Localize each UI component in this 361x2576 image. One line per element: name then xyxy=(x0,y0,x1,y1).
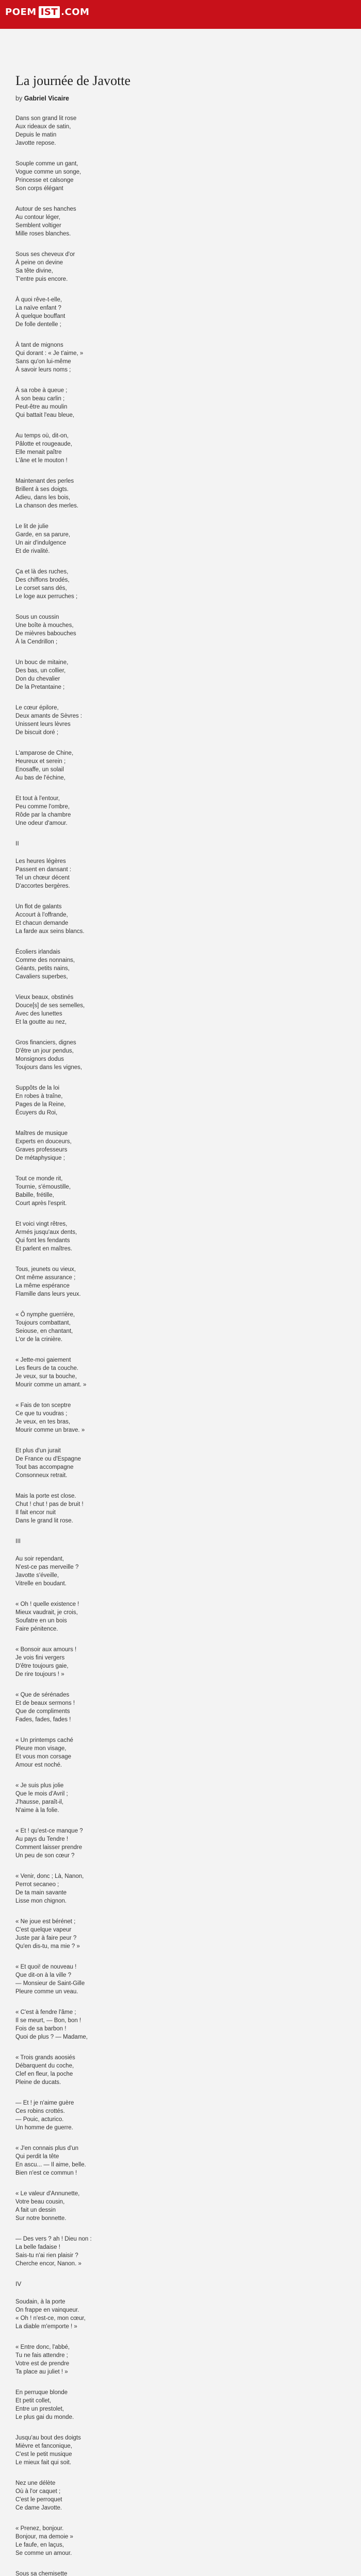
poem-line: Un air d'indulgence xyxy=(15,540,67,546)
poem-line: Entre un prestolet, xyxy=(15,2406,64,2412)
poem-line: Cavaliers superbes, xyxy=(15,974,68,980)
poem-line: Sous un coussin xyxy=(15,614,59,620)
poem-line: Mieux vaudrait, je crois, xyxy=(15,1609,78,1616)
poem-line: Où à l'or caquet ; xyxy=(15,2488,61,2495)
poem-line: « Trois grands aoosiés xyxy=(15,2055,75,2061)
poem-line: Débarquent du coche, xyxy=(15,2063,74,2069)
poem-line: En robes à traîne, xyxy=(15,1093,63,1099)
poem-line: Douce[s] de ses semelles, xyxy=(15,1003,85,1009)
poem-line: À tant de mignons xyxy=(15,342,63,348)
poem-line: Heureux et serein ; xyxy=(15,758,66,765)
poem-line: Brillent à ses doigts. xyxy=(15,486,69,493)
poem-line: « Un printemps caché xyxy=(15,1737,73,1743)
poem-line: Sous sa chemisette xyxy=(15,2571,68,2576)
stanza xyxy=(15,2099,346,2132)
poem-line: Juste par à faire peur ? xyxy=(15,1935,77,1941)
poem-line: Au soir rependant, xyxy=(15,1556,64,1562)
poem-line: « Que de sérénades xyxy=(15,1692,70,1698)
poem-line: Soudain, à la porte xyxy=(15,2299,65,2305)
stanza xyxy=(15,2479,346,2512)
poem-line: Adieu, dans les bois, xyxy=(15,495,71,501)
poem-line: Sous ses cheveux d'or xyxy=(15,251,75,258)
section-numeral: II xyxy=(15,840,19,847)
poem-line: Les fleurs de ta couche. xyxy=(15,1365,79,1371)
poem-line: Sais-tu n'ai rien plaisir ? xyxy=(15,2252,78,2259)
poem-line: Flamille dans leurs yeux. xyxy=(15,1291,81,1297)
poem-line: Il se meurt, — Bon, bon ! xyxy=(15,2018,81,2024)
poem-line: Géants, petits nains, xyxy=(15,965,70,972)
by-label: by xyxy=(15,95,23,102)
poem-line: L'or de la crinière. xyxy=(15,1336,63,1343)
poem-line: En ascu... — Il aime, belle. xyxy=(15,2162,86,2168)
poem-line: À peine on devine xyxy=(15,260,63,266)
poem-line: Peu comme l'ombre, xyxy=(15,804,70,810)
poem-line: Perrot secaneo ; xyxy=(15,1882,59,1888)
stanza xyxy=(15,613,346,646)
stanza xyxy=(15,1175,346,1208)
poem-line: Et chacun demande xyxy=(15,920,69,926)
poem-line: Accourt à l'offrande, xyxy=(15,912,68,918)
poem-line: Que dit-on à la ville ? xyxy=(15,1972,72,1978)
poem-line: Le lit de julie xyxy=(15,523,48,530)
stanza xyxy=(15,2144,346,2177)
poem-line: À savoir leurs noms ; xyxy=(15,367,71,373)
poem-line: Sans qu'on lui-même xyxy=(15,359,71,365)
poem-line: Le cœur épilore, xyxy=(15,705,59,711)
poem-line: Qui perdit la tête xyxy=(15,2154,59,2160)
poem-line: « Bonsoir aux amours ! xyxy=(15,1647,77,1653)
poem-line: J'hausse, paraît-il, xyxy=(15,1799,63,1805)
poem-line: Deux amants de Sèvres : xyxy=(15,713,83,719)
poem-line: Jusqu'au bout des doigts xyxy=(15,2435,81,2441)
poem-line: Comme des nonnains, xyxy=(15,957,75,963)
section-numeral: IV xyxy=(15,2280,22,2287)
poem-line: À quelque bouffant xyxy=(15,313,65,319)
poem-line: Au pays du Tendre ! xyxy=(15,1836,69,1842)
stanza xyxy=(15,2008,346,2041)
poem-line: Dans le grand lit rose. xyxy=(15,1518,73,1524)
poem-line: Comment laisser prendre xyxy=(15,1844,83,1851)
poem-line: Rôde par la chambre xyxy=(15,812,71,818)
poem-line: Clef en fleur, la poche xyxy=(15,2071,73,2077)
poem-line: Gros financiers, dignes xyxy=(15,1040,76,1046)
poem-line: Toujours combattant, xyxy=(15,1320,71,1326)
poem-line: La même espérance xyxy=(15,1283,70,1289)
stanza xyxy=(15,477,346,510)
poem-line: Sa tête divine, xyxy=(15,268,53,274)
poem-line: Vieux beaux, obstinés xyxy=(15,994,74,1001)
poem-line: Tous, jeunets ou vieux, xyxy=(15,1266,76,1273)
poem-line: Et de beaux sermons ! xyxy=(15,1700,75,1706)
poem-line: Princesse et calsonge xyxy=(15,177,74,183)
poem-line: La belle fadaise ! xyxy=(15,2244,60,2250)
poem-line: Le loge aux perruches ; xyxy=(15,594,78,600)
poem-line: Se comme un amour. xyxy=(15,2550,72,2556)
poem-line: Qui battait l'eau bleue, xyxy=(15,412,75,418)
poem-line: Le corset sans dés, xyxy=(15,585,67,591)
poem-line: — Des vers ? ah ! Dieu non : xyxy=(15,2236,92,2242)
poem-line: La chanson des merles. xyxy=(15,503,79,509)
stanza xyxy=(15,1311,346,1344)
stanza xyxy=(15,1600,346,1633)
author-name[interactable]: Gabriel Vicaire xyxy=(24,95,70,102)
poem-line: Un peu de son cœur ? xyxy=(15,1853,75,1859)
poem-line: Chut ! chut ! pas de bruit ! xyxy=(15,1501,84,1507)
poem-line: Un bouc de mitaine, xyxy=(15,659,69,666)
poem-line: Armés jusqu'aux dents, xyxy=(15,1229,77,1235)
poem-line: Mièvre et fanconique, xyxy=(15,2443,72,2449)
site-logo[interactable] xyxy=(5,6,89,18)
poem-line: Passent en dansant : xyxy=(15,867,72,873)
stanza xyxy=(15,1691,346,1724)
poem-title: La journée de Javotte xyxy=(15,73,131,88)
stanza xyxy=(15,2190,346,2223)
stanza xyxy=(15,2343,346,2376)
poem-line: Quoi de plus ? — Madame, xyxy=(15,2034,88,2040)
stanza xyxy=(15,1918,346,1951)
poem-line: Javotte s'éveille, xyxy=(15,1572,59,1579)
poem-line: « J'en connais plus d'un xyxy=(15,2145,79,2151)
poem-line: Bien n'est ce commun ! xyxy=(15,2170,77,2176)
stanza xyxy=(15,2524,346,2557)
poem-line: C'est le perroquet xyxy=(15,2497,62,2503)
poem-line: De folle dentelle ; xyxy=(15,321,61,328)
poem-line: De la Pretantaine ; xyxy=(15,684,65,690)
poem-line: Et de rivalité. xyxy=(15,548,50,554)
stanza xyxy=(15,2235,346,2268)
poem-line: Consonneux retrait. xyxy=(15,1472,68,1479)
poem-line: À la Cendrillon ; xyxy=(15,639,58,645)
poem-line: Ça et là des ruches, xyxy=(15,569,69,575)
poem-line: — Pouic, acturico. xyxy=(15,2116,64,2123)
poem-line: « Venir, donc ; Là, Nanon, xyxy=(15,1873,84,1879)
poem-line: De France ou d'Espagne xyxy=(15,1456,81,1462)
poem-line: A fait un dessin xyxy=(15,2207,56,2213)
stanza xyxy=(15,1555,346,1588)
poem-line: Le plus gai du monde. xyxy=(15,2414,74,2420)
poem-line: De métaphysique ; xyxy=(15,1155,65,1161)
logo-accent: IST xyxy=(39,6,60,18)
logo-main: POEM xyxy=(5,7,37,18)
poem-line: « Prenez, bonjour. xyxy=(15,2526,64,2532)
stanza xyxy=(15,749,346,782)
poem-line: Sur notre bonnette. xyxy=(15,2215,67,2222)
poem-line: Seiouse, en chantant, xyxy=(15,1328,73,1334)
stanza xyxy=(15,432,346,465)
stanza xyxy=(15,1039,346,1072)
poem-line: En perruque blonde xyxy=(15,2389,68,2396)
poem-line: « Je suis plus jolie xyxy=(15,1783,64,1789)
poem-line: Garde, en sa parure, xyxy=(15,532,71,538)
poem-line: Au bas de l'échine, xyxy=(15,775,65,781)
poem-line: La farde aux seins blancs. xyxy=(15,928,85,935)
poem-line: Javotte repose. xyxy=(15,140,56,146)
poem-line: Vogue comme un songe, xyxy=(15,169,81,175)
poem-line: Que de compliments xyxy=(15,1708,70,1715)
poem-line: « Entre donc, l'abbé, xyxy=(15,2344,70,2350)
stanza xyxy=(15,1827,346,1860)
poem-line: Cherche encor, Nanon. » xyxy=(15,2261,81,2267)
poem-line: « Et quoi! de nouveau ! xyxy=(15,1964,77,1970)
stanza xyxy=(15,1265,346,1298)
poem-line: Tout bas accompagne xyxy=(15,1464,74,1470)
poem-line: Vitrelle en boudant. xyxy=(15,1581,67,1587)
poem-line: Je vois fini vergers xyxy=(15,1655,65,1661)
poem-line: Maintenant des perles xyxy=(15,478,74,484)
poem-line: Une odeur d'amour. xyxy=(15,820,68,826)
poem-line: Au temps où, dit-on, xyxy=(15,433,69,439)
poem-line: On frappe en vainqueur. xyxy=(15,2307,79,2313)
poem-line: « Oh ! quelle existence ! xyxy=(15,1601,79,1607)
poem-line: Monsignors dodus xyxy=(15,1056,64,1062)
poem-line: D'être un jour pendus, xyxy=(15,1048,74,1054)
poem-line: Ont même assurance ; xyxy=(15,1275,76,1281)
poem-line: Court après l'esprit. xyxy=(15,1200,67,1207)
poem-line: Enosaffe, un solail xyxy=(15,767,64,773)
poem-line: De mièvres babouches xyxy=(15,631,76,637)
poem-line: Ce que tu voudras ; xyxy=(15,1411,68,1417)
poem-line: Au contour léger, xyxy=(15,214,60,221)
stanza xyxy=(15,1220,346,1253)
poem-line: Pleure mon visage, xyxy=(15,1745,67,1752)
poem-line: À quoi rêve-t-elle, xyxy=(15,297,62,303)
poem-line: Et vous mon corsage xyxy=(15,1754,72,1760)
stanza xyxy=(15,568,346,601)
poem-line: Mille roses blanches. xyxy=(15,231,71,237)
poem-line: « Ô nymphe guerrière, xyxy=(15,1312,75,1318)
poem-line: Et petit collet, xyxy=(15,2398,52,2404)
poem-line: Lisse mon chignon. xyxy=(15,1898,67,1904)
stanza xyxy=(15,205,346,238)
stanza xyxy=(15,160,346,193)
poem-line: D'être toujours gaie, xyxy=(15,1663,69,1669)
poem-line: Unissent leurs lèvres xyxy=(15,721,71,727)
top-bar xyxy=(0,0,361,29)
poem-line: Depuis le matin xyxy=(15,132,57,138)
poem-line: Avec des lunettes xyxy=(15,1011,62,1017)
poem-line: « Ne joue est bérénet ; xyxy=(15,1919,76,1925)
poem-line: Votre beau cousin, xyxy=(15,2199,65,2205)
stanza xyxy=(15,2298,346,2331)
poem-line: — Monsieur de Saint-Gille xyxy=(15,1980,85,1987)
poem-body xyxy=(15,114,346,2576)
poem-line: Et tout à l'entour, xyxy=(15,795,60,802)
stanza xyxy=(15,1356,346,1389)
stanza xyxy=(15,903,346,936)
stanza xyxy=(15,1401,346,1434)
poem-line: Son corps élégant xyxy=(15,185,63,192)
poem-line: Qu'en dis-tu, ma mie ? » xyxy=(15,1943,80,1950)
poem-line: Maîtres de musique xyxy=(15,1130,68,1137)
poem-line: Tournie, s'émoustille, xyxy=(15,1184,71,1190)
poem-line: Pleine de ducats. xyxy=(15,2079,61,2086)
poem-container xyxy=(15,29,346,2576)
poem-line: Écuyers du Roi, xyxy=(15,1110,58,1116)
poem-line: Faire pénitence. xyxy=(15,1626,58,1632)
stanza xyxy=(15,2570,346,2576)
poem-line: Don du chevalier xyxy=(15,676,60,682)
stanza xyxy=(15,857,346,890)
poem-line: Qui font les fendants xyxy=(15,1238,70,1244)
poem-line: Je veux, en tes bras, xyxy=(15,1419,71,1425)
poem-line: Et voici vingt rêtres, xyxy=(15,1221,68,1227)
poem-line: Ce dame Javotte. xyxy=(15,2505,62,2511)
stanza xyxy=(15,1872,346,1905)
stanza xyxy=(15,658,346,691)
stanza xyxy=(15,993,346,1026)
stanza xyxy=(15,1782,346,1815)
stanza xyxy=(15,1447,346,1480)
stanza xyxy=(15,1963,346,1996)
poem-line: À sa robe à queue ; xyxy=(15,387,68,394)
poem-line: N'aime à la folie. xyxy=(15,1807,59,1814)
poem-line: Tu ne fais attendre ; xyxy=(15,2352,68,2359)
poem-line: Souple comme un gant, xyxy=(15,161,78,167)
poem-line: Semblent voltiger xyxy=(15,223,61,229)
poem-line: Tel un chœur décent xyxy=(15,875,70,881)
poem-line: L'âne et le mouton ! xyxy=(15,457,68,464)
poem-line: Aux rideaux de satin, xyxy=(15,124,71,130)
poem-line: — Et ! je n'aime guère xyxy=(15,2100,74,2106)
poem-line: Fois de sa barbon ! xyxy=(15,2026,67,2032)
poem-line: Le faufe, en laçus, xyxy=(15,2542,64,2548)
stanza xyxy=(15,2388,346,2421)
poem-line: N'est-ce pas merveille ? xyxy=(15,1564,79,1570)
stanza xyxy=(15,1084,346,1117)
poem-line: Amour est noché. xyxy=(15,1762,62,1768)
poem-line: Toujours dans les vignes, xyxy=(15,1064,83,1071)
poem-line: D'accortes bergères. xyxy=(15,883,70,889)
poem-line: Autour de ses hanches xyxy=(15,206,76,212)
poem-line: Pâlotte et rougeaude, xyxy=(15,441,72,447)
poem-line: Je veux, sur ta bouche, xyxy=(15,1374,77,1380)
stanza xyxy=(15,114,346,147)
logo-suffix: .COM xyxy=(61,7,90,18)
poem-line: De rire toujours ! » xyxy=(15,1671,64,1677)
poem-line: Mais la porte est close. xyxy=(15,1493,76,1499)
poem-line: Experts en douceurs, xyxy=(15,1139,72,1145)
poem-line: Votre est de prendre xyxy=(15,2361,70,2367)
poem-line: Qui dorant : « Je t'aime, » xyxy=(15,350,84,357)
poem-line: Graves professeurs xyxy=(15,1147,68,1153)
poem-line: Soufatre en un bois xyxy=(15,1618,67,1624)
poem-line: Il fait encor nuit xyxy=(15,1510,56,1516)
poem-line: Babille, frétille, xyxy=(15,1192,54,1198)
poem-line: Ta place au juliet ! » xyxy=(15,2369,68,2375)
stanza xyxy=(15,948,346,981)
poem-line: Une boîte à mouches, xyxy=(15,622,74,629)
poem-line: Pages de la Reine, xyxy=(15,1101,66,1108)
poem-line: De biscuit doré ; xyxy=(15,730,59,736)
poem-line: Suppôts de la loi xyxy=(15,1085,60,1091)
poem-line: À son beau carlin ; xyxy=(15,396,65,402)
poem-line: Les heures légères xyxy=(15,858,66,865)
byline xyxy=(15,95,346,102)
stanza xyxy=(15,1646,346,1679)
poem-line: Bonjour, ma demoie » xyxy=(15,2534,73,2540)
poem-line: « Oh ! n'est-ce, mon cœur, xyxy=(15,2315,86,2321)
stanza xyxy=(15,704,346,737)
section-numeral: III xyxy=(15,1537,21,1545)
poem-line: Que le mois d'Avril ; xyxy=(15,1791,68,1797)
poem-line: C'est quelque vapeur xyxy=(15,1927,72,1933)
poem-line: Peut-être au moulin xyxy=(15,404,68,410)
poem-line: Et parlent en maîtres. xyxy=(15,1246,72,1252)
stanza xyxy=(15,250,346,283)
stanza xyxy=(15,2054,346,2087)
poem-line: Des chiffons brodés, xyxy=(15,577,70,583)
poem-line: « C'est à fendre l'âme ; xyxy=(15,2009,76,2015)
poem-line: Fades, fades, fades ! xyxy=(15,1717,71,1723)
poem-line: Et plus d'un jurait xyxy=(15,1448,61,1454)
stanza xyxy=(15,1736,346,1769)
poem-line: « Fais de ton sceptre xyxy=(15,1402,71,1409)
poem-line: Elle menait paître xyxy=(15,449,62,455)
poem-line: Écoliers irlandais xyxy=(15,949,60,955)
poem-line: La diable m'emporte ! » xyxy=(15,2324,77,2330)
poem-line: « Et ! qu'est-ce manque ? xyxy=(15,1828,83,1834)
poem-line: De ta main savante xyxy=(15,1890,67,1896)
poem-line: T'entre puis encore. xyxy=(15,276,68,282)
stanza xyxy=(15,522,346,555)
poem-line: Le mieux fait qui soit. xyxy=(15,2460,72,2466)
poem-line: L'amparose de Chine, xyxy=(15,750,74,756)
poem-line: Pleure comme un veau. xyxy=(15,1989,78,1995)
poem-line: Un flot de galants xyxy=(15,904,62,910)
poem-line: Mourir comme un brave. » xyxy=(15,1427,85,1433)
poem-line: Un homme de guerre. xyxy=(15,2125,73,2131)
poem-line: Nez une délète xyxy=(15,2480,56,2486)
poem-line: Ces robins crottés. xyxy=(15,2108,65,2114)
stanza xyxy=(15,341,346,374)
poem-line: Mourir comme un amant. » xyxy=(15,1382,87,1388)
poem-line: Tout ce monde rit, xyxy=(15,1176,63,1182)
poem-line: Dans son grand lit rose xyxy=(15,115,77,122)
stanza xyxy=(15,794,346,827)
poem-line: « Jette-moi gaiement xyxy=(15,1357,71,1363)
stanza xyxy=(15,1492,346,1525)
poem-line: C'est le petit musique xyxy=(15,2451,72,2458)
poem-line: Des bas, un collier, xyxy=(15,668,66,674)
stanza xyxy=(15,2434,346,2467)
stanza xyxy=(15,1129,346,1162)
poem-line: Et la goutte au nez, xyxy=(15,1019,67,1025)
poem-line: La naïve enfant ? xyxy=(15,305,61,311)
stanza xyxy=(15,296,346,329)
poem-line: « Le valeur d'Annunette, xyxy=(15,2191,80,2197)
stanza xyxy=(15,386,346,419)
